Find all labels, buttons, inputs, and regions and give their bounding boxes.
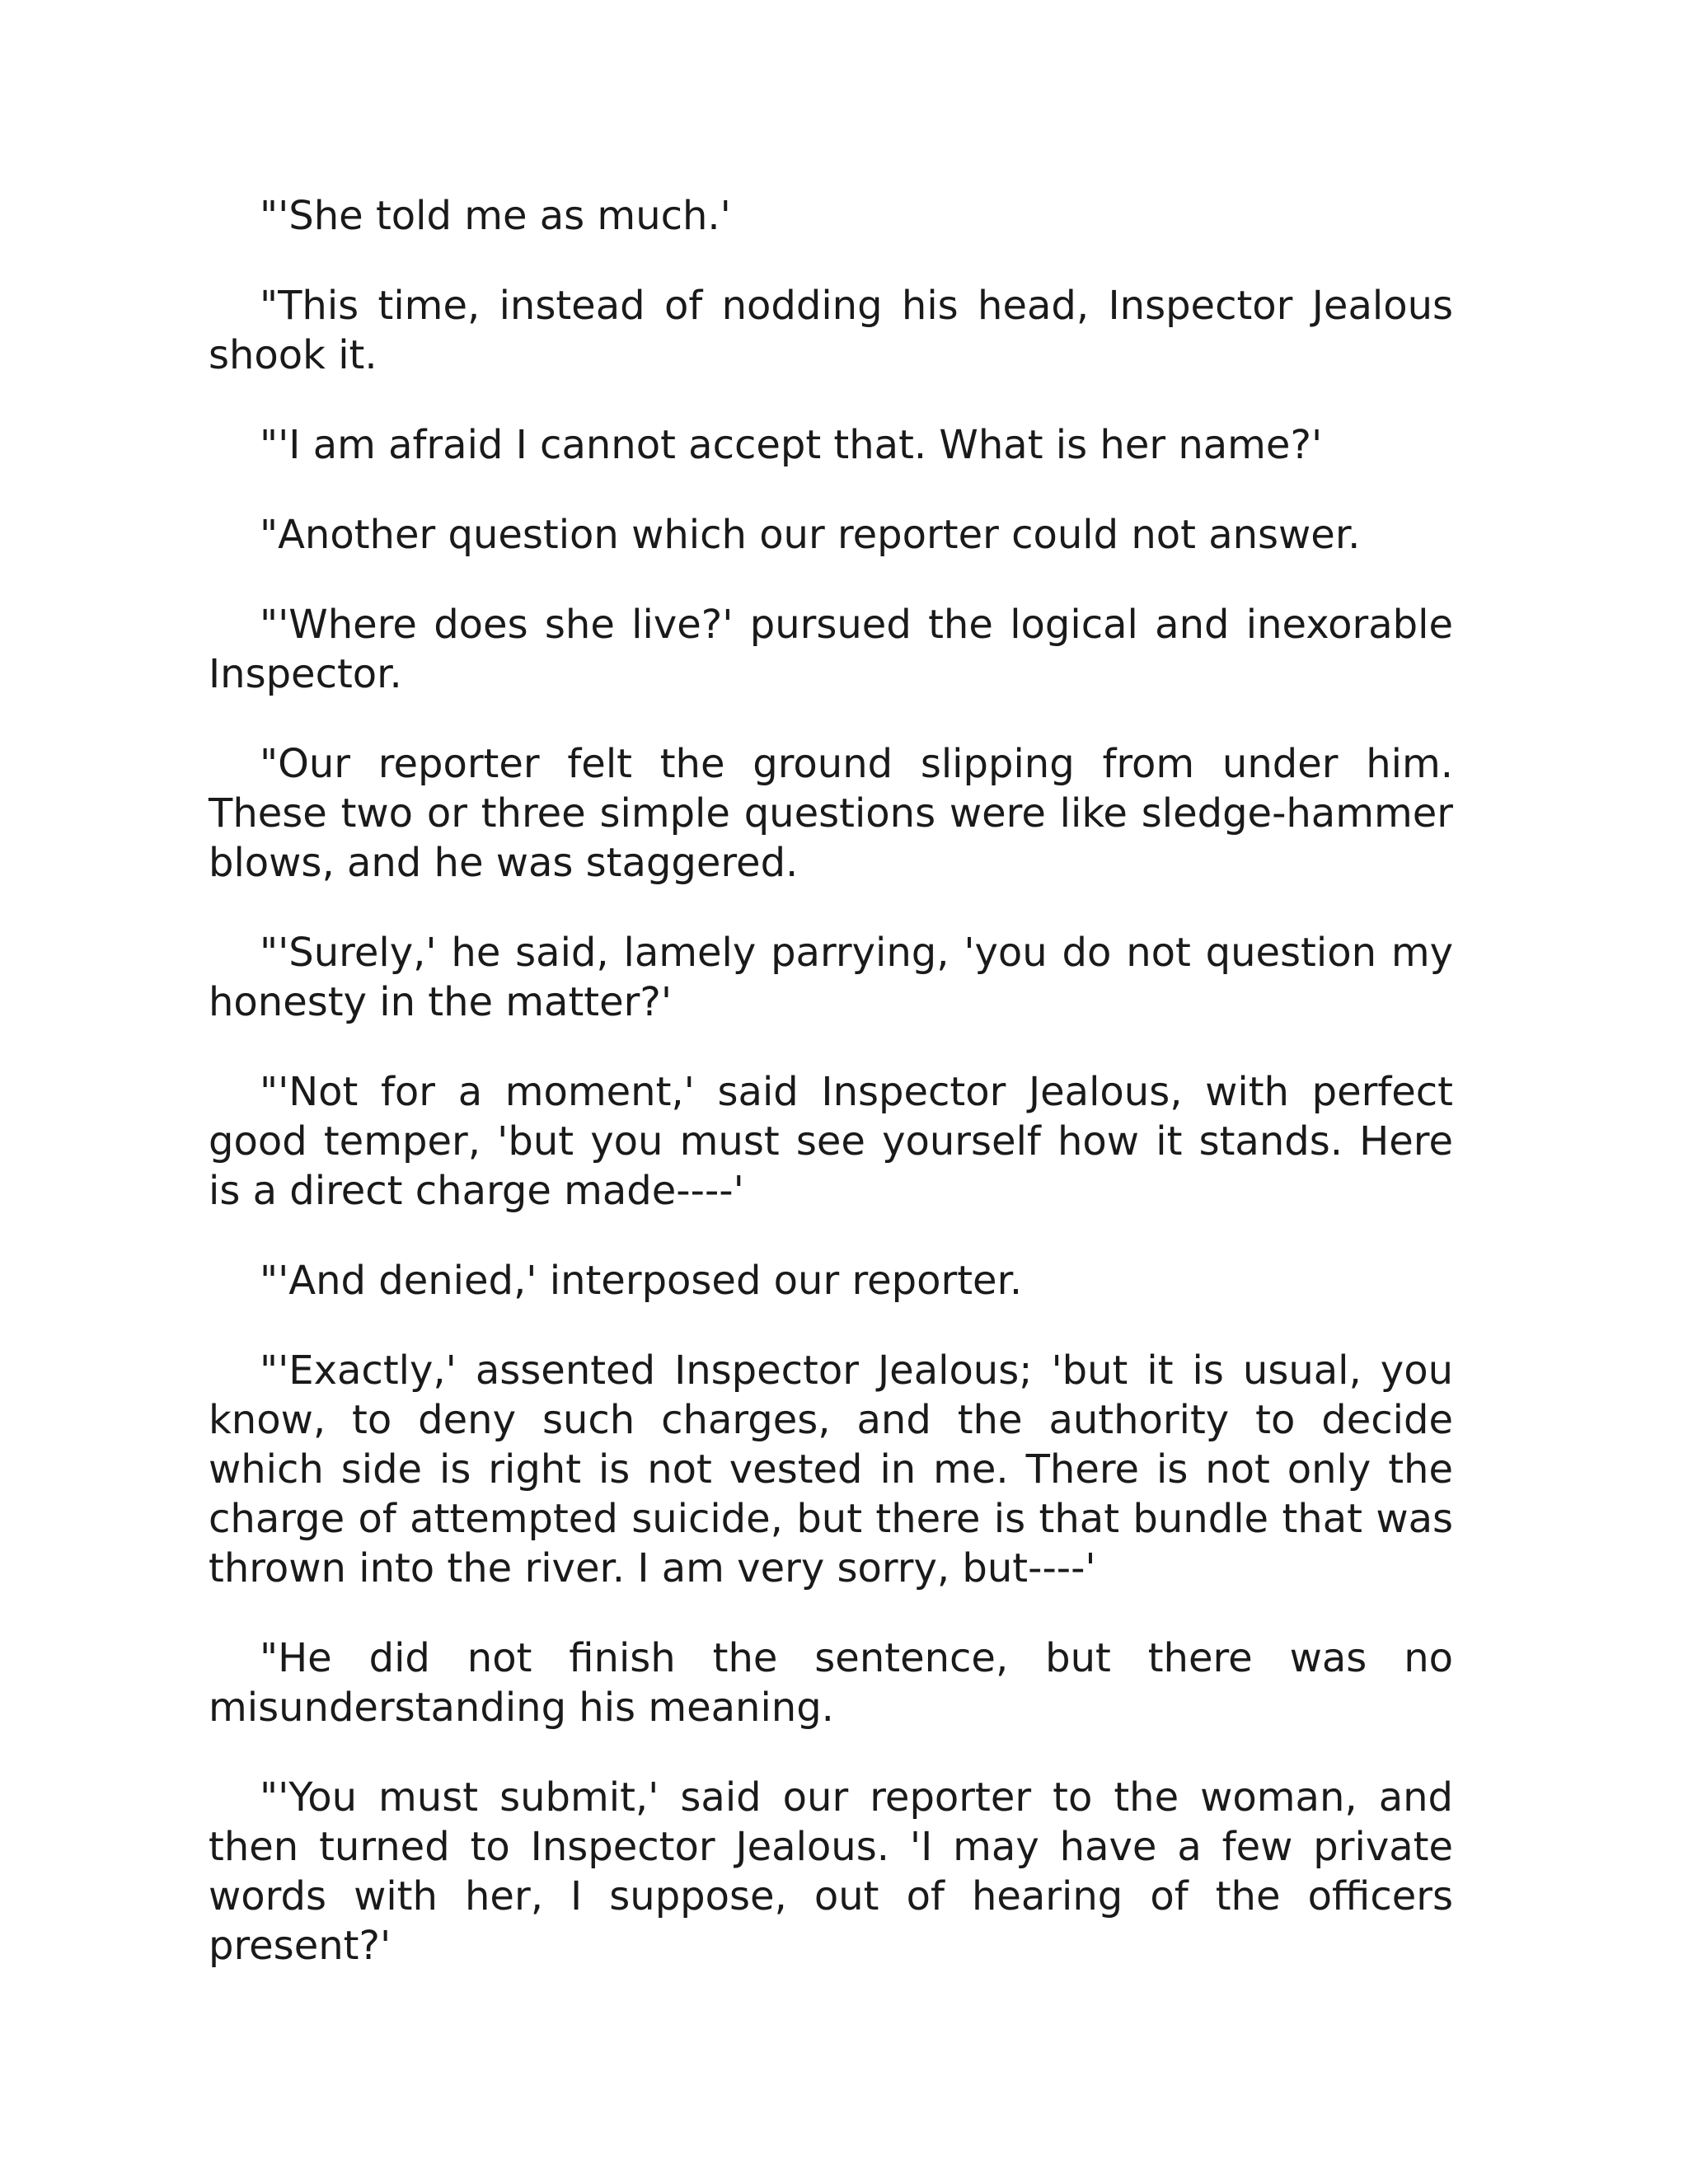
paragraph-11: "He did not finish the sentence, but there was no misunderstanding his meaning.: [209, 1635, 1453, 1731]
paragraph-3: "'I am afraid I cannot accept that. What is her name?': [260, 422, 1323, 468]
paragraph-4: "Another question which our reporter could not answer.: [260, 512, 1361, 558]
paragraph-12: "'You must submit,' said our reporter to the woman, and then turned to Inspector Jealous. 'I may have a few private words with her, I suppose, out of hearing of the officers present?': [209, 1774, 1453, 1969]
paragraph-2: "This time, instead of nodding his head, Inspector Jealous shook it.: [209, 283, 1453, 378]
paragraph-7: "'Surely,' he said, lamely parrying, 'you do not question my honesty in the matter?': [209, 930, 1453, 1025]
paragraph-1: "'She told me as much.': [260, 193, 731, 239]
paragraph-9: "'And denied,' interposed our reporter.: [260, 1258, 1023, 1304]
paragraph-5: "'Where does she live?' pursued the logical and inexorable Inspector.: [209, 602, 1453, 697]
paragraph-10: "'Exactly,' assented Inspector Jealous; 'but it is usual, you know, to deny such charges, and the authority to decide which side is right is not vested in me. There is not only the charge of attempted suicide, but there is that bundle that was thrown into the river. I am very sorry, but----': [209, 1347, 1453, 1591]
paragraph-6: "Our reporter felt the ground slipping from under him. These two or three simple questions were like sledge-hammer blows, and he was staggered.: [209, 741, 1453, 886]
page-body: [209, 191, 1453, 1971]
paragraph-8: "'Not for a moment,' said Inspector Jealous, with perfect good temper, 'but you must see yourself how it stands. Here is a direct charge made----': [209, 1069, 1453, 1214]
